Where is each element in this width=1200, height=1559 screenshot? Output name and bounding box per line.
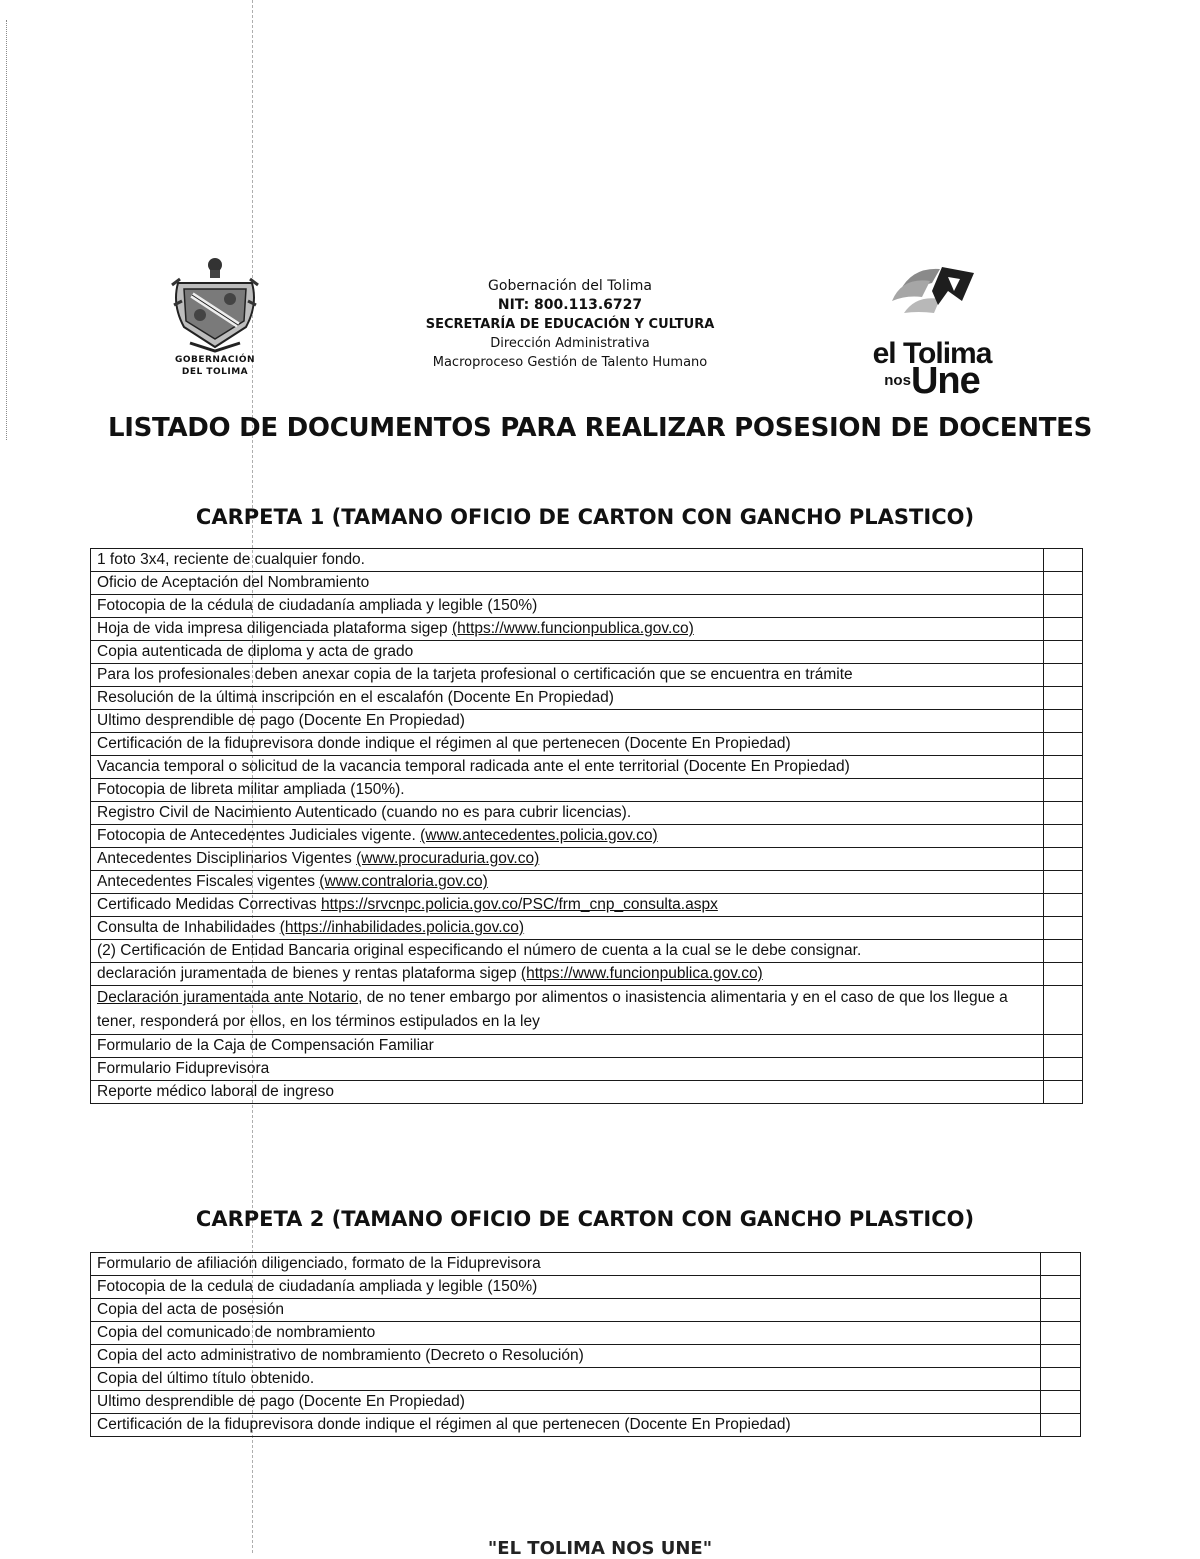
checklist-row — [91, 1414, 1081, 1437]
checklist-item-text: Certificación de la fiduprevisora donde indique el régimen al que pertenecen (Docente En Propiedad) — [97, 1416, 791, 1433]
tolima-brand-mark-icon — [882, 261, 982, 331]
checklist-item — [91, 1035, 1044, 1058]
checklist-row — [91, 848, 1083, 871]
checklist-item — [91, 1253, 1041, 1276]
org-secretariat: SECRETARÍA DE EDUCACIÓN Y CULTURA — [425, 317, 715, 332]
checklist-item-text: Copia del acto administrativo de nombramiento (Decreto o Resolución) — [97, 1347, 584, 1364]
brand-une: Une — [910, 360, 980, 402]
checkbox-cell[interactable] — [1044, 664, 1083, 687]
checkbox-cell[interactable] — [1044, 940, 1083, 963]
checklist-row — [91, 549, 1083, 572]
checklist-row — [91, 779, 1083, 802]
checkbox-cell[interactable] — [1044, 825, 1083, 848]
checklist-item-text: Copia del comunicado de nombramiento — [97, 1324, 376, 1341]
brand-nos: nos — [884, 372, 911, 389]
checklist-row — [91, 1345, 1081, 1368]
checkbox-cell[interactable] — [1044, 572, 1083, 595]
checklist-item-link[interactable]: (https://www.funcionpublica.gov.co) — [451, 620, 694, 637]
checklist-item-link[interactable]: (https://www.funcionpublica.gov.co) — [520, 965, 763, 982]
checkbox-cell[interactable] — [1044, 549, 1083, 572]
checkbox-cell[interactable] — [1044, 641, 1083, 664]
checklist-item — [91, 1081, 1044, 1104]
checklist-item-text: Formulario Fiduprevisora — [97, 1060, 270, 1077]
checklist-row — [91, 917, 1083, 940]
footer-motto: "EL TOLIMA NOS UNE" — [487, 1538, 713, 1559]
checklist-item-text: Formulario de afiliación diligenciado, formato de la Fiduprevisora — [97, 1255, 541, 1272]
checklist-item — [91, 618, 1044, 641]
el-tolima-nos-une-logo — [862, 261, 1002, 402]
checklist-item-text: Antecedentes Disciplinarios Vigentes — [97, 850, 357, 867]
checkbox-cell[interactable] — [1044, 848, 1083, 871]
checkbox-cell[interactable] — [1041, 1276, 1081, 1299]
checklist-item — [91, 572, 1044, 595]
checklist-item — [91, 940, 1044, 963]
checkbox-cell[interactable] — [1041, 1253, 1081, 1276]
checkbox-cell[interactable] — [1041, 1345, 1081, 1368]
checklist-item-text-suffix: , de no tener embargo por alimentos o inasistencia alimentaria y en el caso de que los llegue a tener, responderá por ellos, en los términos estipulados en la ley — [97, 989, 1008, 1030]
checklist-item — [91, 1391, 1041, 1414]
checklist-item-text: Certificado Medidas Correctivas — [97, 896, 321, 913]
page-title: LISTADO DE DOCUMENTOS PARA REALIZAR POSESION DE DOCENTES — [107, 413, 1093, 443]
checklist-item-text: Fotocopia de Antecedentes Judiciales vigente. — [97, 827, 421, 844]
checklist-row — [91, 894, 1083, 917]
brand-line-1: el Tolima — [872, 337, 992, 370]
checklist-item — [91, 1345, 1041, 1368]
checklist-item-text: Certificación de la fiduprevisora donde indique el régimen al que pertenecen (Docente En Propiedad) — [97, 735, 791, 752]
checklist-item-text: Fotocopia de la cédula de ciudadanía ampliada y legible (150%) — [97, 597, 538, 614]
checkbox-cell[interactable] — [1044, 618, 1083, 641]
checklist-item-text: declaración juramentada de bienes y rentas plataforma sigep — [97, 965, 521, 982]
checklist-row — [91, 1299, 1081, 1322]
checklist-row — [91, 871, 1083, 894]
folder-2-checklist — [90, 1252, 1081, 1437]
checklist-item-text: Reporte médico laboral de ingreso — [97, 1083, 334, 1100]
checklist-row — [91, 1058, 1083, 1081]
checklist-item — [91, 848, 1044, 871]
checklist-item-text: Copia del último título obtenido. — [97, 1370, 315, 1387]
checkbox-cell[interactable] — [1041, 1299, 1081, 1322]
checklist-item — [91, 1276, 1041, 1299]
gobernacion-logo-text-1: GOBERNACIÓN — [174, 355, 256, 365]
checklist-item — [91, 779, 1044, 802]
checklist-item-text: Ultimo desprendible de pago (Docente En Propiedad) — [97, 712, 465, 729]
checklist-item — [91, 549, 1044, 572]
checklist-row — [91, 595, 1083, 618]
checkbox-cell[interactable] — [1044, 871, 1083, 894]
checkbox-cell[interactable] — [1044, 710, 1083, 733]
checklist-item-text: Hoja de vida impresa diligenciada plataforma sigep — [97, 620, 452, 637]
checklist-row — [91, 664, 1083, 687]
checklist-row — [91, 1081, 1083, 1104]
checkbox-cell[interactable] — [1044, 756, 1083, 779]
checklist-item — [91, 1058, 1044, 1081]
checklist-item — [91, 963, 1044, 986]
checklist-item — [91, 1368, 1041, 1391]
checklist-item-link[interactable]: (www.procuraduria.gov.co) — [356, 850, 540, 867]
checkbox-cell[interactable] — [1044, 687, 1083, 710]
checkbox-cell[interactable] — [1044, 595, 1083, 618]
checklist-item — [91, 802, 1044, 825]
gobernacion-logo — [160, 255, 270, 390]
checklist-row — [91, 940, 1083, 963]
checklist-item-link[interactable]: (www.contraloria.gov.co) — [319, 873, 488, 890]
checklist-row — [91, 1322, 1081, 1345]
checklist-item-text: 1 foto 3x4, reciente de cualquier fondo. — [97, 551, 365, 568]
checklist-item — [91, 1299, 1041, 1322]
checklist-row — [91, 1253, 1081, 1276]
checkbox-cell[interactable] — [1044, 1081, 1083, 1104]
checklist-item — [91, 733, 1044, 756]
checkbox-cell[interactable] — [1044, 802, 1083, 825]
checklist-item-text: Consulta de Inhabilidades — [97, 919, 280, 936]
checklist-item-text: (2) Certificación de Entidad Bancaria original especificando el número de cuenta a la cual se le debe consignar. — [97, 942, 862, 959]
checklist-item — [91, 710, 1044, 733]
checklist-row — [91, 825, 1083, 848]
folder-1-checklist — [90, 548, 1083, 1104]
checklist-item-text: Copia autenticada de diploma y acta de grado — [97, 643, 414, 660]
checklist-item-text: Antecedentes Fiscales vigentes — [97, 873, 320, 890]
checklist-row — [91, 733, 1083, 756]
checkbox-cell[interactable] — [1044, 1058, 1083, 1081]
checklist-row — [91, 986, 1083, 1035]
checkbox-cell[interactable] — [1044, 894, 1083, 917]
checklist-item — [91, 825, 1044, 848]
checklist-row — [91, 756, 1083, 779]
checklist-item-text: Copia del acta de posesión — [97, 1301, 284, 1318]
checklist-row — [91, 963, 1083, 986]
checkbox-cell[interactable] — [1044, 917, 1083, 940]
checklist-item — [91, 756, 1044, 779]
checklist-item-text: Formulario de la Caja de Compensación Familiar — [97, 1037, 434, 1054]
checkbox-cell[interactable] — [1041, 1391, 1081, 1414]
organization-info — [340, 277, 800, 372]
checklist-item — [91, 986, 1044, 1035]
checklist-item-link[interactable]: (www.antecedentes.policia.gov.co) — [420, 827, 658, 844]
org-nit: NIT: 800.113.6727 — [497, 297, 643, 313]
checkbox-cell[interactable] — [1044, 1035, 1083, 1058]
checkbox-cell[interactable] — [1044, 963, 1083, 986]
checkbox-cell[interactable] — [1041, 1322, 1081, 1345]
checklist-item — [91, 1322, 1041, 1345]
checklist-item-text: Resolución de la última inscripción en el escalafón (Docente En Propiedad) — [97, 689, 614, 706]
checkbox-cell[interactable] — [1041, 1368, 1081, 1391]
checklist-item — [91, 871, 1044, 894]
checkbox-cell[interactable] — [1044, 779, 1083, 802]
checklist-item-link[interactable]: Declaración juramentada ante Notario — [97, 989, 359, 1006]
checklist-row — [91, 1391, 1081, 1414]
checklist-row — [91, 1276, 1081, 1299]
checkbox-cell[interactable] — [1041, 1414, 1081, 1437]
checklist-row — [91, 687, 1083, 710]
checklist-item — [91, 917, 1044, 940]
checklist-item-link[interactable]: (https://inhabilidades.policia.gov.co) — [279, 919, 525, 936]
checklist-item-text: Para los profesionales deben anexar copia de la tarjeta profesional o certificación que se encuentra en trámite — [97, 666, 853, 683]
checklist-item — [91, 894, 1044, 917]
gobernacion-logo-text-2: DEL TOLIMA — [181, 367, 249, 377]
checklist-item-text: Registro Civil de Nacimiento Autenticado (cuando no es para cubrir licencias). — [97, 804, 632, 821]
checklist-row — [91, 641, 1083, 664]
folder-1-title: CARPETA 1 (TAMANO OFICIO DE CARTON CON GANCHO PLASTICO) — [195, 505, 975, 529]
checklist-item-text: Vacancia temporal o solicitud de la vacancia temporal radicada ante el ente territorial (Docente En Propiedad) — [97, 758, 850, 775]
folder-2-title: CARPETA 2 (TAMANO OFICIO DE CARTON CON GANCHO PLASTICO) — [195, 1207, 975, 1231]
checklist-row — [91, 1035, 1083, 1058]
checklist-item — [91, 664, 1044, 687]
coat-of-arms-icon — [170, 255, 260, 353]
letterhead — [0, 255, 1200, 402]
brand-line-2 — [862, 360, 1002, 402]
checklist-item-text: Ultimo desprendible de pago (Docente En Propiedad) — [97, 1393, 465, 1410]
checklist-row — [91, 572, 1083, 595]
checklist-item-link[interactable]: https://srvcnpc.policia.gov.co/PSC/frm_cnp_consulta.aspx — [320, 896, 718, 913]
checklist-item — [91, 595, 1044, 618]
checklist-row — [91, 710, 1083, 733]
checklist-item — [91, 1414, 1041, 1437]
checklist-row — [91, 618, 1083, 641]
checklist-item — [91, 687, 1044, 710]
org-macroprocess: Macroproceso Gestión de Talento Humano — [432, 355, 708, 370]
checklist-item — [91, 641, 1044, 664]
checklist-item-text: Fotocopia de la cedula de ciudadanía ampliada y legible (150%) — [97, 1278, 538, 1295]
org-direction: Dirección Administrativa — [490, 336, 650, 351]
checkbox-cell[interactable] — [1044, 733, 1083, 756]
org-name: Gobernación del Tolima — [488, 278, 652, 294]
checklist-row — [91, 1368, 1081, 1391]
checklist-item-text: Fotocopia de libreta militar ampliada (150%). — [97, 781, 405, 798]
checkbox-cell[interactable] — [1044, 986, 1083, 1035]
checklist-item-text: Oficio de Aceptación del Nombramiento — [97, 574, 370, 591]
checklist-row — [91, 802, 1083, 825]
